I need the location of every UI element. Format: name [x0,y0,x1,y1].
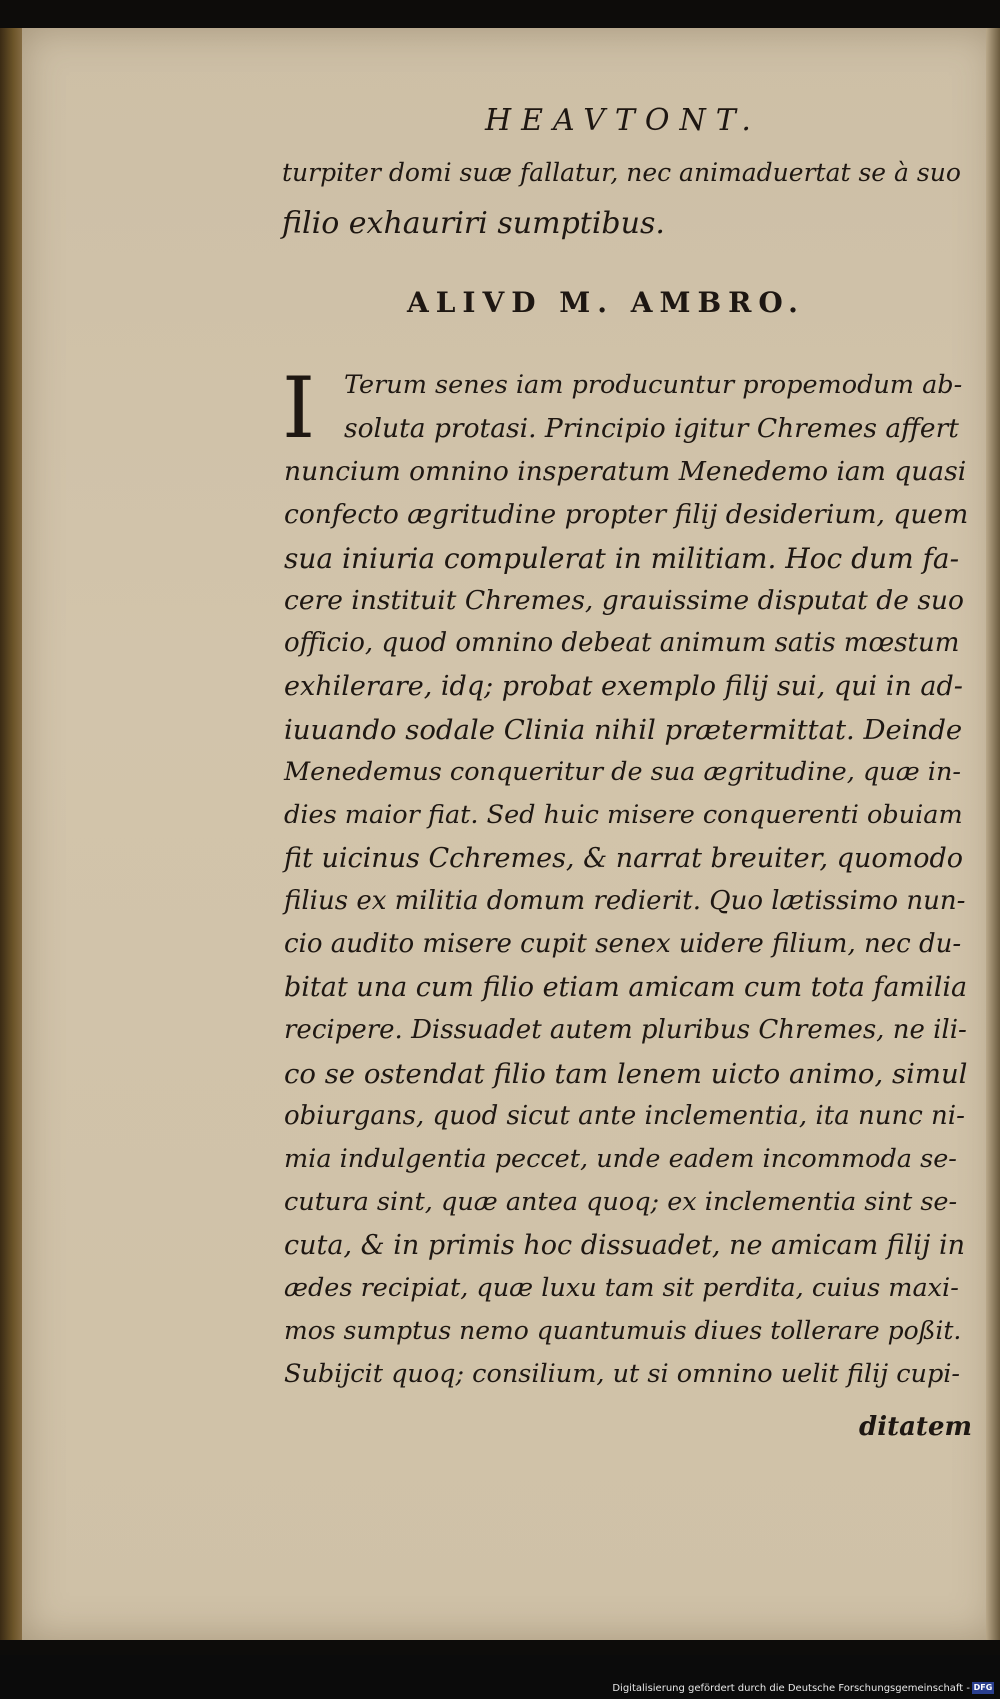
body-line: iuuando sodale Clinia nihil prætermittat. Deinde [284,714,963,746]
body-line: Terum senes iam producuntur propemodum ab- [344,370,963,400]
dfg-logo: DFG [973,1683,993,1692]
body-line: confecto ægritudine propter filij desiderium, quem [284,499,969,530]
body-line: cuta, & in primis hoc dissuadet, ne amicam filij in [284,1230,966,1261]
drop-cap: I [282,359,316,457]
body-line: fit uicinus Cchremes, & narrat breuiter, quomodo [284,843,963,874]
digitization-credit: Digitalisierung gefördert durch die Deutsche Forschungsgemeinschaft - [612,1683,970,1694]
body-line: Subijcit quoq; consilium, ut si omnino uelit filij cupi- [284,1359,961,1389]
body-line: exhilerare, idq; probat exemplo filij sui, qui in ad- [284,671,963,702]
page-edge [986,28,1000,1640]
body-line: soluta protasi. Principio igitur Chremes affert [344,413,959,444]
body-line: dies maior fiat. Sed huic misere conquerenti obuiam [284,800,963,830]
catchword: ditatem [859,1412,972,1442]
body-line: obiurgans, quod sicut ante inclementia, ita nunc ni- [284,1101,965,1131]
binding-edge [0,28,24,1640]
intro-line: turpiter domi suæ fallatur, nec animaduertat se à suo [282,158,961,187]
body-line: bitat una cum filio etiam amicam cum tota familia [284,972,968,1003]
body-line: nuncium omnino insperatum Menedemo iam quasi [284,456,967,487]
body-line: officio, quod omnino debeat animum satis mœstum [284,628,960,658]
intro-line: filio exhauriri sumptibus. [282,206,665,241]
body-line: sua iniuria compulerat in militiam. Hoc dum fa- [284,542,960,575]
body-line: Menedemus conqueritur de sua ægritudine, quæ in- [284,757,961,787]
body-line: cio audito misere cupit senex uidere filium, nec du- [284,929,962,959]
body-line: cere instituit Chremes, grauissime disputat de suo [284,585,964,616]
body-line: filius ex militia domum redierit. Quo lætissimo nun- [284,886,966,916]
running-head: HEAVTONT. [485,103,761,138]
body-line: mos sumptus nemo quantumuis diues tollerare poßit. [284,1316,962,1345]
body-line: recipere. Dissuadet autem pluribus Chremes, ne ili- [284,1015,967,1045]
body-line: mia indulgentia peccet, unde eadem incommoda se- [284,1144,957,1174]
body-line: co se ostendat filio tam lenem uicto animo, simul [284,1058,968,1090]
body-line: cutura sint, quæ antea quoq; ex inclementia sint se- [284,1187,958,1217]
body-line: ædes recipiat, quæ luxu tam sit perdita, cuius maxi- [284,1273,959,1303]
section-heading: ALIVD M. AMBRO. [407,286,805,319]
book-page [22,28,996,1640]
